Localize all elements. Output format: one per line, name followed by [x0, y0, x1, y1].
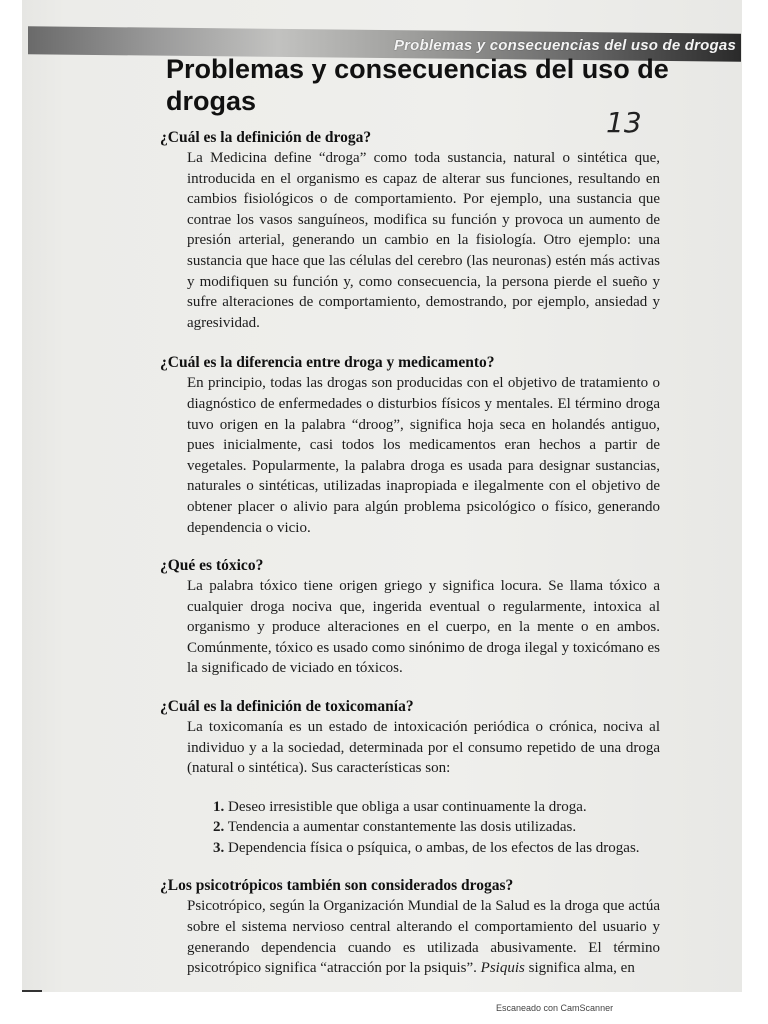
section-definicion-droga [160, 128, 660, 333]
section-psicotropicos [160, 876, 660, 978]
section-toxicomania [160, 697, 660, 858]
section-heading: ¿Cuál es la diferencia entre droga y medicamento? [160, 354, 495, 372]
section-heading: ¿Qué es tóxico? [160, 557, 264, 575]
section-paragraph: La toxicomanía es un estado de intoxicación periódica o crónica, nociva al individuo y a la sociedad, determinada por el consumo repetido de una droga (natural o sintética). Sus características son: [187, 719, 660, 777]
section-heading: ¿Cuál es la definición de droga? [160, 129, 372, 146]
section-paragraph: En principio, todas las drogas son producidas con el objetivo de tratamiento o diagnóstico de enfermedades o disturbios físicos y mentales. El término droga tuvo origen en la palabra “droog”, significa hoja seca en holandés antiguo, pues inicialmente, casi todos los medicamentos eran hechos a partir de vegetales. Popularmente, la palabra droga es usada para designar sustancias, naturales o sintéticas, utilizadas inapropiada e ilegalmente con el objetivo de obtener placer o alivio para algún problema psicológico o físico, generando dependencia o vicio. [187, 375, 660, 536]
section-heading: ¿Los psicotrópicos también son considerados drogas? [160, 877, 514, 895]
list-item: 1. Deseo irresistible que obliga a usar continuamente la droga. [213, 798, 587, 815]
page-title: Problemas y consecuencias del uso de drogas [166, 54, 669, 116]
section-paragraph: La palabra tóxico tiene origen griego y significa locura. Se llama tóxico a cualquier droga nociva que, ingerida eventual o regularmente, intoxica al organismo y produce alteraciones en el cuerpo, en la mente o en ambos. Comúnmente, tóxico es usado como sinónimo de droga ilegal y toxicómano es la significado de viciado en tóxicos. [187, 578, 660, 677]
section-toxico [160, 556, 660, 679]
list-item: 3. Dependencia física o psíquica, o ambas, de los efectos de las drogas. [213, 839, 640, 856]
list-item: 2. Tendencia a aumentar constantemente las dosis utilizadas. [213, 819, 577, 836]
section-paragraph: Psicotrópico, según la Organización Mundial de la Salud es la droga que actúa sobre el sistema nervioso central alterando el comportamiento del usuario y generando dependencia cuando es utilizada abusivamente. El término psicotrópico significa “atracción por la psiquis”. Psiquis significa alma, en [187, 898, 660, 977]
running-header: Problemas y consecuencias del uso de drogas [393, 37, 736, 54]
scanner-watermark: Escaneado con CamScanner [496, 1003, 614, 1013]
handwritten-page-number: 13 [606, 106, 642, 139]
section-paragraph: La Medicina define “droga” como toda sustancia, natural o sintética que, introducida en el organismo es capaz de alterar sus funciones, resultando en cambios fisiológicos o de comportamiento. Por ejemplo, una sustancia que contrae los vasos sanguíneos, modifica su función y provoca un aumento de presión arterial, generando un cambio en la fisiología. Otro ejemplo: una sustancia que hace que las células del cerebro (las neuronas) estén más activas y modifiquen su función y, como consecuencia, la persona pierde el sueño y sufre alteraciones de comportamiento, demostrando, por ejemplo, ansiedad y agresividad. [187, 150, 660, 331]
scan-edge-mark [22, 990, 42, 992]
characteristics-list [160, 797, 660, 859]
section-droga-vs-medicamento [160, 353, 660, 538]
document-body [160, 128, 660, 979]
section-heading: ¿Cuál es la definición de toxicomanía? [160, 698, 414, 716]
